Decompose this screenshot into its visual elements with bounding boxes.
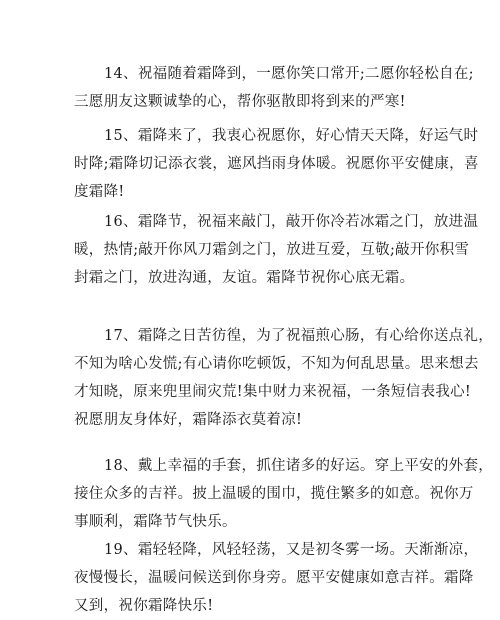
- paragraph-18: [74, 452, 494, 536]
- text-line: 三愿朋友这颗诚挚的心，帮你驱散即将到来的严寒!: [74, 94, 406, 110]
- text-line: 又到，祝你霜降快乐!: [74, 598, 214, 614]
- paragraph-15: [74, 122, 479, 206]
- text-line: 暖，热情;敲开你风刀霜剑之门，放进互爱，互敬;敲开你积雪: [74, 242, 470, 258]
- paragraph-17: [74, 322, 494, 434]
- paragraph-19: [74, 536, 479, 620]
- paragraph-16: [74, 208, 479, 292]
- text-line: 事顺利，霜降节气快乐。: [74, 514, 237, 530]
- text-line: 度霜降!: [74, 184, 125, 200]
- text-line: 夜慢慢长，温暖问候送到你身旁。愿平安健康如意吉祥。霜降: [74, 570, 474, 586]
- text-line: 封霜之门，放进沟通，友谊。霜降节祝你心底无霜。: [74, 270, 415, 286]
- text-line: 时降;霜降切记添衣裳，遮风挡雨身体暖。祝愿你平安健康，喜: [74, 156, 479, 172]
- text-line: 才知晓，原来兜里闹灾荒!集中财力来祝福，一条短信表我心!: [74, 384, 472, 400]
- text-line: 19、霜轻轻降，风轻轻荡，又是初冬雾一场。天渐渐凉，: [104, 542, 479, 558]
- text-line: 接住众多的吉祥。披上温暖的围巾，揽住繁多的如意。祝你万: [74, 486, 474, 502]
- text-line: 14、祝福随着霜降到，一愿你笑口常开;二愿你轻松自在;: [104, 66, 474, 82]
- text-line: 不知为啥心发慌;有心请你吃顿饭，不知为何乱思量。思来想去: [74, 356, 479, 372]
- text-line: 16、霜降节，祝福来敲门，敲开你冷若冰霜之门，放进温: [104, 214, 479, 230]
- text-line: 祝愿朋友身体好，霜降添衣莫着凉!: [74, 412, 303, 428]
- text-line: 17、霜降之日苦彷徨，为了祝福煎心肠，有心给你送点礼，: [104, 328, 494, 344]
- text-line: 18、戴上幸福的手套，抓住诸多的好运。穿上平安的外套，: [104, 458, 494, 474]
- text-line: 15、霜降来了，我衷心祝愿你，好心情天天降，好运气时: [104, 128, 479, 144]
- paragraph-14: [74, 60, 474, 116]
